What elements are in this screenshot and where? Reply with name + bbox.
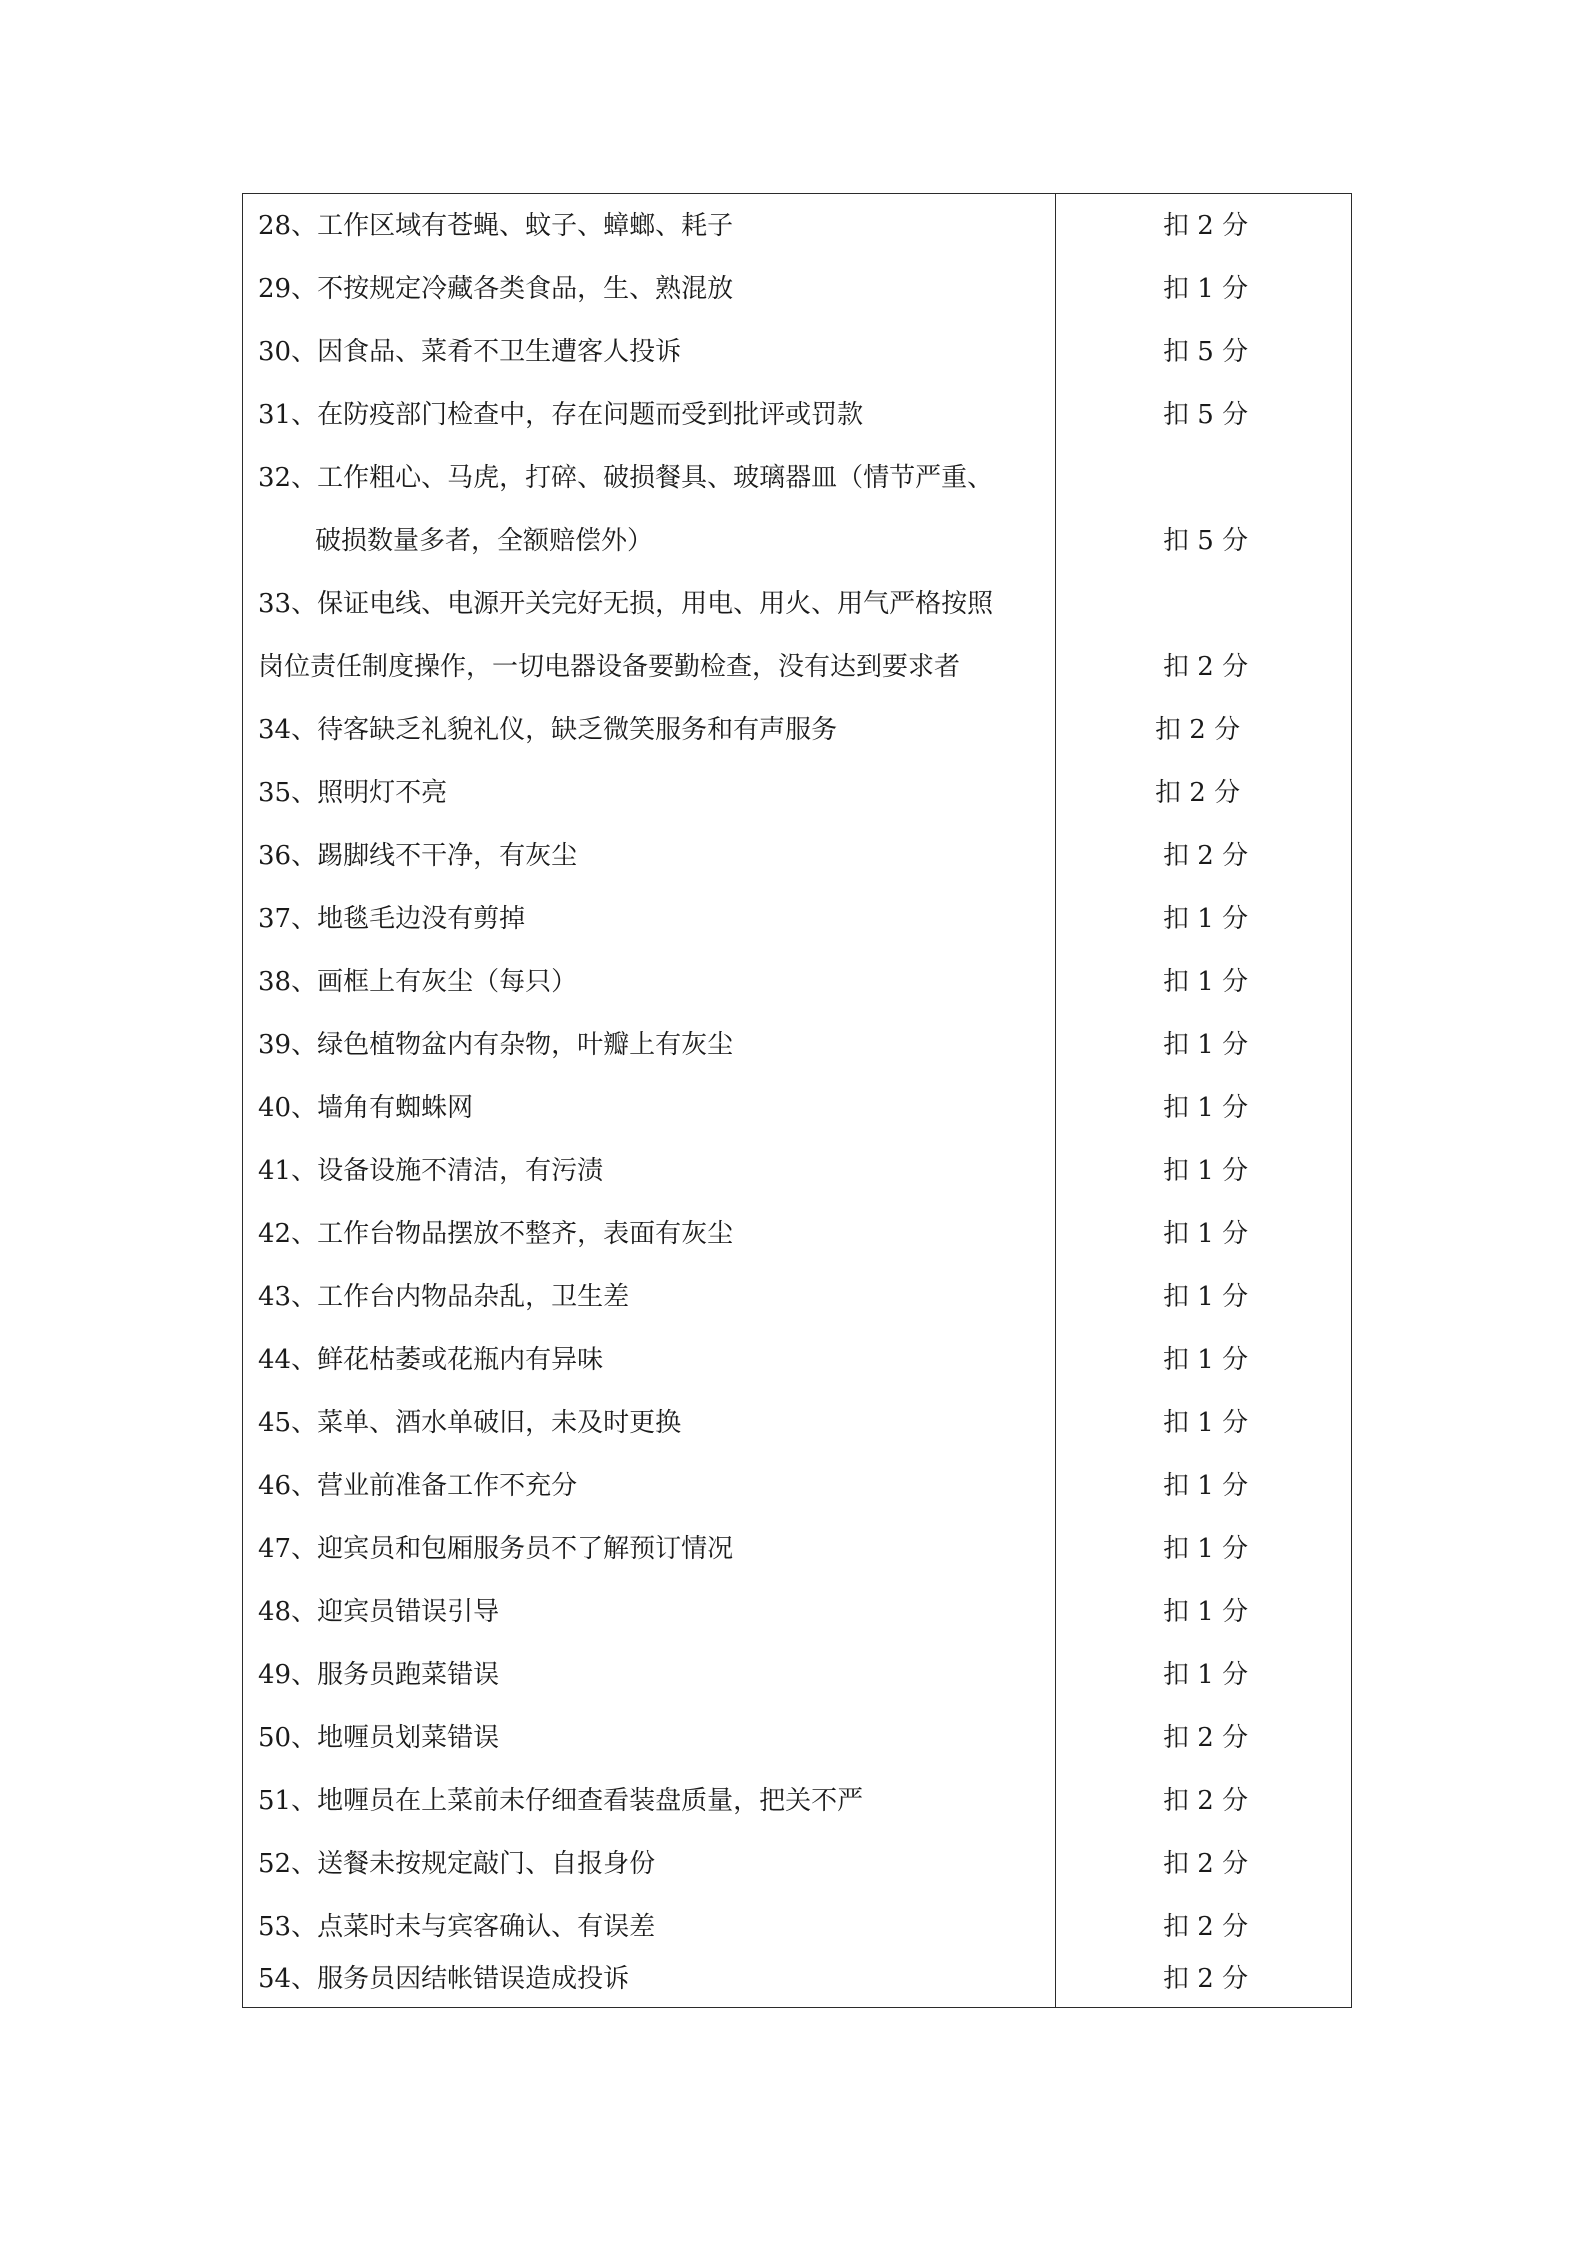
table-row (243, 206, 1351, 246)
item-description: 42、工作台物品摆放不整齐，表面有灰尘 (258, 1219, 734, 1249)
table-row (243, 1151, 1351, 1191)
table-row (243, 458, 1351, 498)
table-row (243, 1403, 1351, 1443)
item-description: 43、工作台内物品杂乱，卫生差 (258, 1282, 630, 1312)
table-row (243, 773, 1351, 813)
item-description: 36、踢脚线不干净，有灰尘 (258, 841, 578, 871)
table-row (243, 1907, 1351, 1947)
item-description: 33、保证电线、电源开关完好无损，用电、用火、用气严格按照 (258, 589, 994, 619)
item-description: 45、菜单、酒水单破旧，未及时更换 (258, 1408, 682, 1438)
item-deduction: 扣 1 分 (1163, 1660, 1249, 1690)
table-row (243, 1844, 1351, 1884)
item-description: 32、工作粗心、马虎，打碎、破损餐具、玻璃器皿（情节严重、 (258, 463, 994, 493)
item-description: 53、点菜时未与宾客确认、有误差 (258, 1912, 656, 1942)
item-deduction: 扣 5 分 (1163, 526, 1249, 556)
item-description: 37、地毯毛边没有剪掉 (258, 904, 526, 934)
item-description: 41、设备设施不清洁，有污渍 (258, 1156, 604, 1186)
item-deduction: 扣 2 分 (1155, 715, 1241, 745)
table-row (243, 836, 1351, 876)
table-row (243, 395, 1351, 435)
item-description: 35、照明灯不亮 (258, 778, 448, 808)
item-deduction: 扣 2 分 (1163, 1786, 1249, 1816)
item-description: 29、不按规定冷藏各类食品，生、熟混放 (258, 274, 734, 304)
item-description: 46、营业前准备工作不充分 (258, 1471, 578, 1501)
table-row (243, 332, 1351, 372)
item-deduction: 扣 1 分 (1163, 1030, 1249, 1060)
item-deduction: 扣 1 分 (1163, 1534, 1249, 1564)
table-row (243, 1466, 1351, 1506)
table-row (243, 1340, 1351, 1380)
item-description: 47、迎宾员和包厢服务员不了解预订情况 (258, 1534, 734, 1564)
item-deduction: 扣 1 分 (1163, 1471, 1249, 1501)
table-row-continuation (243, 521, 1351, 561)
table-row (243, 1781, 1351, 1821)
item-deduction: 扣 1 分 (1163, 1345, 1249, 1375)
item-deduction: 扣 2 分 (1163, 1912, 1249, 1942)
table-row (243, 1655, 1351, 1695)
item-description-continued: 破损数量多者，全额赔偿外） (315, 526, 654, 556)
table-row (243, 1529, 1351, 1569)
item-deduction: 扣 1 分 (1163, 1282, 1249, 1312)
item-deduction: 扣 1 分 (1163, 1156, 1249, 1186)
item-description: 40、墙角有蜘蛛网 (258, 1093, 474, 1123)
deduction-table (242, 193, 1352, 2008)
item-deduction: 扣 5 分 (1163, 337, 1249, 367)
item-description: 49、服务员跑菜错误 (258, 1660, 500, 1690)
item-deduction: 扣 1 分 (1163, 274, 1249, 304)
table-row (243, 1959, 1351, 1999)
table-row (243, 1025, 1351, 1065)
table-row (243, 962, 1351, 1002)
item-deduction: 扣 5 分 (1163, 400, 1249, 430)
table-row-continuation (243, 647, 1351, 687)
item-deduction: 扣 2 分 (1155, 778, 1241, 808)
item-deduction: 扣 2 分 (1163, 1723, 1249, 1753)
table-row (243, 1592, 1351, 1632)
item-description: 51、地喱员在上菜前未仔细查看装盘质量，把关不严 (258, 1786, 864, 1816)
table-row (243, 1277, 1351, 1317)
item-deduction: 扣 2 分 (1163, 652, 1249, 682)
item-deduction: 扣 1 分 (1163, 1408, 1249, 1438)
item-deduction: 扣 1 分 (1163, 1093, 1249, 1123)
item-description: 38、画框上有灰尘（每只） (258, 967, 578, 997)
table-row (243, 1088, 1351, 1128)
item-description: 48、迎宾员错误引导 (258, 1597, 500, 1627)
item-description: 28、工作区域有苍蝇、蚊子、蟑螂、耗子 (258, 211, 734, 241)
item-deduction: 扣 1 分 (1163, 904, 1249, 934)
table-row (243, 269, 1351, 309)
item-deduction: 扣 1 分 (1163, 1219, 1249, 1249)
table-row (243, 899, 1351, 939)
item-deduction: 扣 2 分 (1163, 1964, 1249, 1994)
table-row (243, 1718, 1351, 1758)
table-row (243, 710, 1351, 750)
item-description: 50、地喱员划菜错误 (258, 1723, 500, 1753)
item-description-continued: 岗位责任制度操作，一切电器设备要勤检查，没有达到要求者 (258, 652, 961, 682)
item-description: 31、在防疫部门检查中，存在问题而受到批评或罚款 (258, 400, 864, 430)
table-row (243, 584, 1351, 624)
item-description: 30、因食品、菜肴不卫生遭客人投诉 (258, 337, 682, 367)
item-deduction: 扣 1 分 (1163, 967, 1249, 997)
item-description: 39、绿色植物盆内有杂物，叶瓣上有灰尘 (258, 1030, 734, 1060)
item-description: 44、鲜花枯萎或花瓶内有异味 (258, 1345, 604, 1375)
item-description: 54、服务员因结帐错误造成投诉 (258, 1964, 630, 1994)
item-deduction: 扣 2 分 (1163, 211, 1249, 241)
item-deduction: 扣 2 分 (1163, 841, 1249, 871)
item-description: 34、待客缺乏礼貌礼仪，缺乏微笑服务和有声服务 (258, 715, 838, 745)
item-deduction: 扣 1 分 (1163, 1597, 1249, 1627)
table-row (243, 1214, 1351, 1254)
item-deduction: 扣 2 分 (1163, 1849, 1249, 1879)
item-description: 52、送餐未按规定敲门、自报身份 (258, 1849, 656, 1879)
